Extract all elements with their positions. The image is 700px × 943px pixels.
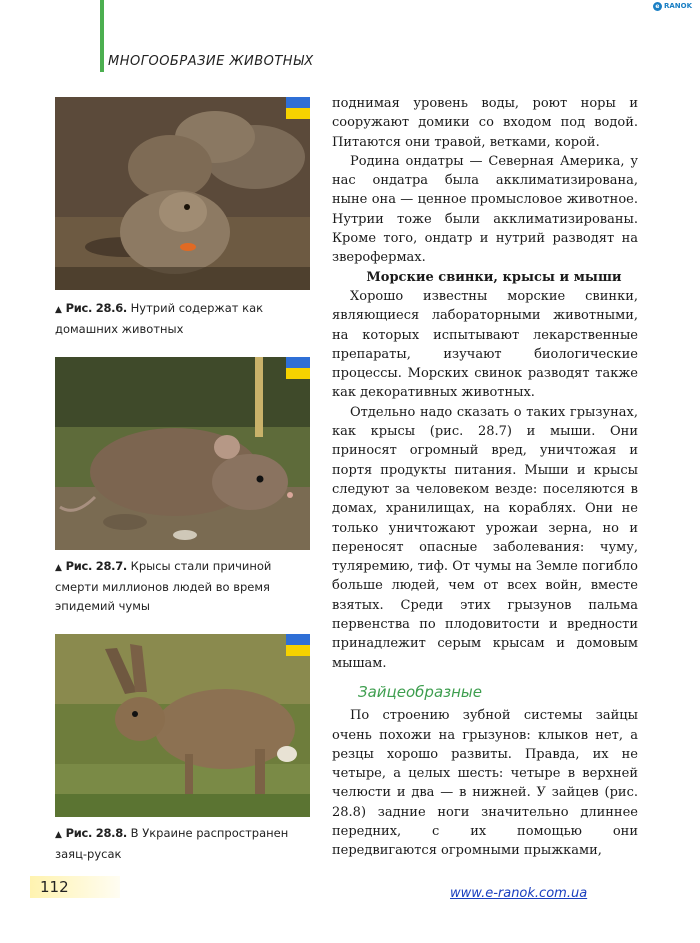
page-number: 112 — [40, 878, 69, 896]
paragraph: поднимая уровень воды, роют норы и сооружают домики со входом под водой. Питаются они травой, ветками, корой. — [332, 96, 638, 150]
figure-label: Рис. 28.6. — [65, 301, 127, 315]
logo-icon: e — [653, 2, 662, 11]
figure-caption — [55, 299, 313, 339]
subheading: Морские свинки, крысы и мыши — [366, 269, 622, 285]
ukraine-flag-icon — [286, 97, 310, 119]
figure-label: Рис. 28.8. — [65, 826, 127, 840]
ukraine-flag-icon — [286, 634, 310, 656]
publisher-website-link[interactable]: www.e-ranok.com.ua — [450, 886, 588, 901]
caption-text: Нутрий содержат как домашних животных — [55, 301, 264, 336]
triangle-icon: ▲ — [55, 305, 62, 315]
figure-caption — [55, 824, 313, 864]
publisher-logo: e RANOK — [653, 2, 692, 11]
header-accent-bar — [100, 0, 104, 72]
figure-hare-photo — [55, 634, 310, 817]
paragraph: Хорошо известны морские свинки, являющиеся лабораторными животными, на которых испытывают лекарственные препараты, изучают биологические процессы. Морских свинок разводят также как декоративных животных. — [332, 288, 638, 401]
triangle-icon: ▲ — [55, 830, 62, 840]
figure-rat-photo — [55, 357, 310, 550]
paragraph: По строению зубной системы зайцы очень похожи на грызунов: клыков нет, а резцы хорошо развиты. Правда, их не четыре, а целых шесть: четыре в верхней челюсти и два — в нижней. У зайцев (рис. 28.8) задние ноги значительно длиннее передних, с их помощью они передвигаются огромными прыжками, — [332, 708, 638, 859]
paragraph: Отдельно надо сказать о таких грызунах, как крысы (рис. 28.7) и мыши. Они приносят огромный вред, уничтожая и портя продукты питания. Мыши и крысы следуют за человеком везде: поселяются в домах, хранилищах, на кораблях. Они не только уничтожают урожаи зерна, но и переносят опасные заболевания: чуму, туляремию, тиф. От чумы на Земле погибло больше людей, чем от всех войн, вместе взятых. Среди этих грызунов пальма первенства по плодовитости и вредности принадлежит серым крысам и домовым мышам. — [332, 404, 638, 671]
page-section-title: МНОГООБРАЗИЕ ЖИВОТНЫХ — [108, 54, 314, 69]
figure-nutria-photo — [55, 97, 310, 290]
main-text-column — [332, 94, 638, 861]
caption-text: Крысы стали причиной смерти миллионов людей во время эпидемий чумы — [55, 559, 272, 613]
figure-caption — [55, 557, 313, 616]
paragraph: Родина ондатры — Северная Америка, у нас ондатра была акклиматизирована, ныне она — ценное промысловое животное. Нутрии тоже были акклиматизированы. Кроме того, ондатр и нутрий разводят на зверофермах. — [332, 153, 638, 266]
section-heading: Зайцеобразные — [358, 682, 482, 701]
caption-text: В Украине распространен заяц-русак — [55, 826, 289, 861]
ukraine-flag-icon — [286, 357, 310, 379]
triangle-icon: ▲ — [55, 563, 62, 573]
figure-label: Рис. 28.7. — [65, 559, 127, 573]
page-number-badge — [30, 876, 120, 898]
